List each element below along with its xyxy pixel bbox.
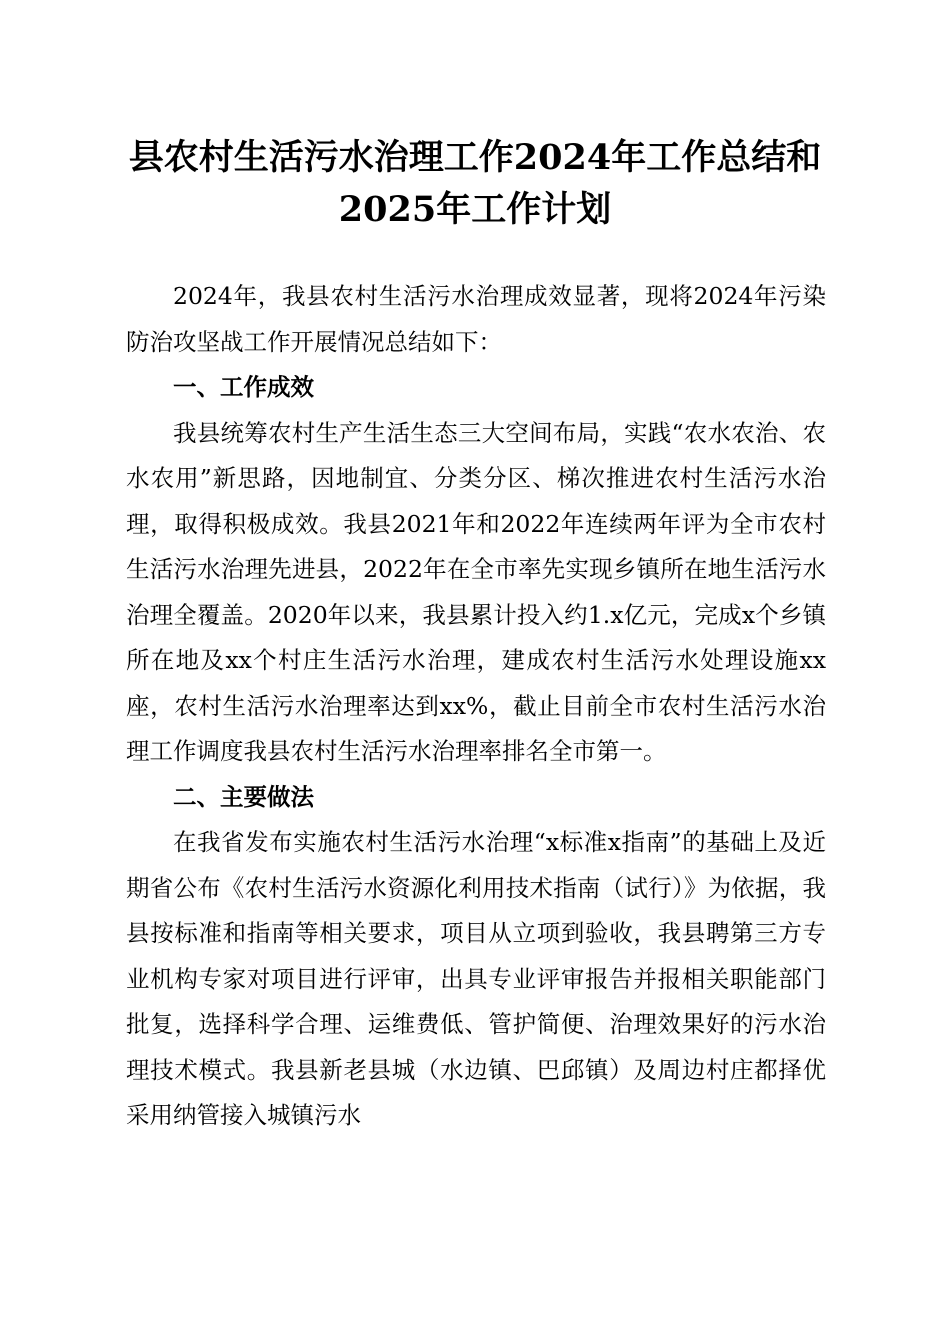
section-heading-achievements: 一、工作成效	[173, 373, 314, 401]
methods-paragraph: 在我省发布实施农村生活污水治理“x标准x指南”的基础上及近期省公布《农村生活污水资源化利用技术指南（试行）》为依据，我县按标准和指南等相关要求，项目从立项到验收，我县聘第三方专业机构专家对项目进行评审，出具专业评审报告并报相关职能部门批复，选择科学合理、运维费低、管护简便、治理效果好的污水治理技术模式。我县新老县城（水边镇、巴邱镇）及周边村庄都择优采用纳管接入城镇污水	[126, 828, 826, 1129]
title-line-1: 县农村生活污水治理工作2024年工作总结和	[128, 137, 822, 178]
section-heading-methods: 二、主要做法	[173, 782, 314, 811]
title-line-2: 2025年工作计划	[338, 189, 612, 230]
intro-paragraph: 2024年，我县农村生活污水治理成效显著，现将2024年污染防治攻坚战工作开展情况总结如下：	[126, 282, 826, 356]
document-title	[100, 132, 850, 236]
document-body	[126, 274, 826, 1139]
achievements-paragraph: 我县统筹农村生产生活生态三大空间布局，实践“农水农治、农水农用”新思路，因地制宜、分类分区、梯次推进农村生活污水治理，取得积极成效。我县2021年和2022年连续两年评为全市农村生活污水治理先进县，2022年在全市率先实现乡镇所在地生活污水治理全覆盖。2020年以来，我县累计投入约1.x亿元，完成x个乡镇所在地及xx个村庄生活污水治理，建成农村生活污水处理设施xx座，农村生活污水治理率达到xx%，截止目前全市农村生活污水治理工作调度我县农村生活污水治理率排名全市第一。	[126, 418, 826, 765]
